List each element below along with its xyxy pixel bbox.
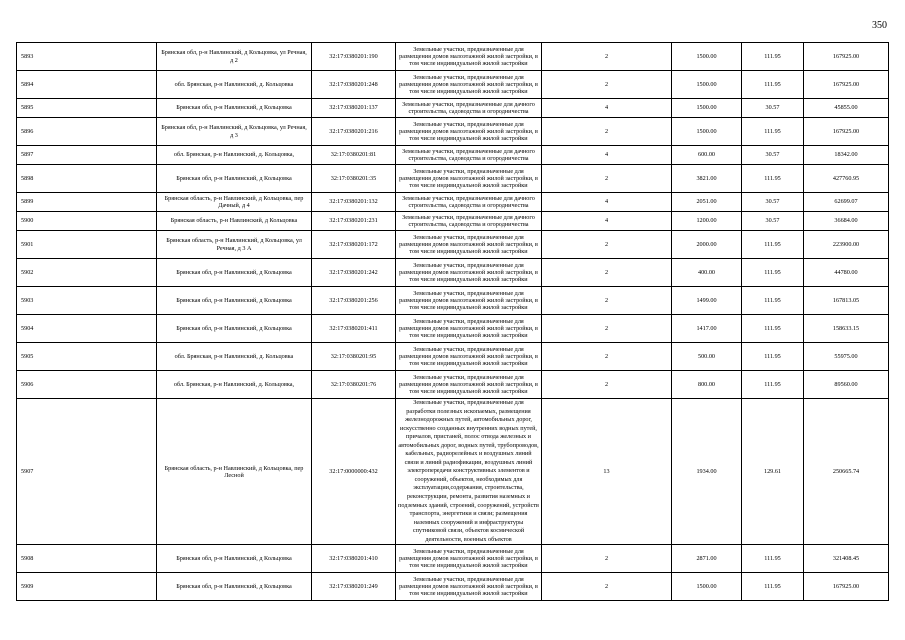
address-cell: Брянская область, р-н Навлинский, д Кольцовка, пер Дачный, д 4 [157, 193, 312, 212]
table-row [17, 146, 889, 165]
land-use-cell: Земельные участки, предназначенные для размещения домов малоэтажной жилой застройки, в том числе индивидуальной жилой застройки [396, 259, 542, 287]
value-cell: 427760.95 [804, 165, 889, 193]
address-cell: Брянская обл, р-н Навлинский, д Кольцовка, ул Речная, д 3 [157, 118, 312, 146]
value-cell: 167925.00 [804, 43, 889, 71]
group-cell: 2 [542, 315, 672, 343]
table-row [17, 165, 889, 193]
cadastral-number-cell: 32:17:0000000:432 [312, 399, 396, 545]
rate-cell: 30.57 [742, 193, 804, 212]
area-cell: 1500.00 [672, 99, 742, 118]
group-cell: 4 [542, 146, 672, 165]
cadastral-number-cell: 32:17:0380201:132 [312, 193, 396, 212]
area-cell: 1500.00 [672, 573, 742, 601]
rate-cell: 111.95 [742, 43, 804, 71]
table-row [17, 193, 889, 212]
rate-cell: 111.95 [742, 343, 804, 371]
land-use-cell: Земельные участки, предназначенные для размещения домов малоэтажной жилой застройки, в том числе индивидуальной жилой застройки [396, 343, 542, 371]
value-cell: 167925.00 [804, 573, 889, 601]
row-number-cell: 5905 [17, 343, 157, 371]
area-cell: 1500.00 [672, 71, 742, 99]
table-row [17, 43, 889, 71]
row-number-cell: 5908 [17, 545, 157, 573]
value-cell: 321408.45 [804, 545, 889, 573]
row-number-cell: 5900 [17, 212, 157, 231]
row-number-cell: 5907 [17, 399, 157, 545]
cadastral-number-cell: 32:17:0380201:231 [312, 212, 396, 231]
area-cell: 1500.00 [672, 118, 742, 146]
table-row [17, 315, 889, 343]
rate-cell: 111.95 [742, 287, 804, 315]
value-cell: 18342.00 [804, 146, 889, 165]
value-cell: 45855.00 [804, 99, 889, 118]
cadastral-number-cell: 32:17:0380201:248 [312, 71, 396, 99]
value-cell: 44780.00 [804, 259, 889, 287]
area-cell: 1417.00 [672, 315, 742, 343]
area-cell: 500.00 [672, 343, 742, 371]
table-row [17, 118, 889, 146]
land-use-cell: Земельные участки, предназначенные для размещения домов малоэтажной жилой застройки, в том числе индивидуальной жилой застройки [396, 287, 542, 315]
row-number-cell: 5893 [17, 43, 157, 71]
land-use-cell: Земельные участки, предназначенные для размещения домов малоэтажной жилой застройки, в том числе индивидуальной жилой застройки [396, 315, 542, 343]
registry-body [17, 43, 889, 601]
row-number-cell: 5896 [17, 118, 157, 146]
address-cell: Брянская обл, р-н Навлинский, д Кольцовка, ул Речная, д 2 [157, 43, 312, 71]
row-number-cell: 5906 [17, 371, 157, 399]
row-number-cell: 5903 [17, 287, 157, 315]
group-cell: 2 [542, 71, 672, 99]
rate-cell: 111.95 [742, 231, 804, 259]
rate-cell: 111.95 [742, 371, 804, 399]
table-row [17, 287, 889, 315]
rate-cell: 30.57 [742, 146, 804, 165]
area-cell: 3821.00 [672, 165, 742, 193]
group-cell: 4 [542, 212, 672, 231]
row-number-cell: 5909 [17, 573, 157, 601]
land-use-cell: Земельные участки, предназначенные для размещения домов малоэтажной жилой застройки, в том числе индивидуальной жилой застройки [396, 371, 542, 399]
address-cell: обл. Брянская, р-н Навлинский, д. Кольцовка [157, 343, 312, 371]
table-row [17, 99, 889, 118]
table-row [17, 212, 889, 231]
value-cell: 167813.05 [804, 287, 889, 315]
cadastral-number-cell: 32:17:0380201:81 [312, 146, 396, 165]
land-use-cell: Земельные участки, предназначенные для размещения домов малоэтажной жилой застройки, в том числе индивидуальной жилой застройки [396, 165, 542, 193]
cadastral-number-cell: 32:17:0380201:411 [312, 315, 396, 343]
address-cell: Брянская обл, р-н Навлинский, д Кольцовка [157, 573, 312, 601]
table-row [17, 399, 889, 545]
address-cell: обл. Брянская, р-н Навлинский, д. Кольцовка, [157, 371, 312, 399]
area-cell: 2051.00 [672, 193, 742, 212]
area-cell: 1500.00 [672, 43, 742, 71]
address-cell: Брянская область, р-н Навлинский, д Кольцовка, пер Лесной [157, 399, 312, 545]
land-use-cell: Земельные участки, предназначенные для дачного строительства, садоводства и огородничества [396, 146, 542, 165]
land-use-cell: Земельные участки, предназначенные для размещения домов малоэтажной жилой застройки, в том числе индивидуальной жилой застройки [396, 545, 542, 573]
cadastral-number-cell: 32:17:0380201:137 [312, 99, 396, 118]
address-cell: Брянская обл, р-н Навлинский, д Кольцовка [157, 259, 312, 287]
value-cell: 167925.00 [804, 71, 889, 99]
rate-cell: 111.95 [742, 118, 804, 146]
group-cell: 2 [542, 343, 672, 371]
row-number-cell: 5895 [17, 99, 157, 118]
area-cell: 2000.00 [672, 231, 742, 259]
group-cell: 13 [542, 399, 672, 545]
group-cell: 2 [542, 43, 672, 71]
group-cell: 2 [542, 287, 672, 315]
table-row [17, 231, 889, 259]
cadastral-number-cell: 32:17:0380201:249 [312, 573, 396, 601]
land-use-cell: Земельные участки, предназначенные для разработки полезных ископаемых, размещения железнодорожных путей, автомобильных дорог, искусственно созданных внутренних водных путей, причалов, пристаней, полос отвода железных и автомобильных дорог, водных путей, трубопроводов, кабельных, радиорелейных и воздушных линий связи и линий радиофикации, воздушных линий электропередачи конструктивных элементов и сооружений, объектов, необходимых для эксплуатации,содержания, строительства, реконструкции, ремонта, развития наземных и подземных зданий, строений, сооружений, устройств транспорта, энергетики и связи; размещения наземных сооружений и инфраструктуры спутниковой связи, объектов космической деятельности, военных объектов [396, 399, 542, 545]
table-row [17, 259, 889, 287]
land-use-cell: Земельные участки, предназначенные для размещения домов малоэтажной жилой застройки, в том числе индивидуальной жилой застройки [396, 118, 542, 146]
value-cell: 36684.00 [804, 212, 889, 231]
cadastral-number-cell: 32:17:0380201:172 [312, 231, 396, 259]
area-cell: 1934.00 [672, 399, 742, 545]
group-cell: 2 [542, 545, 672, 573]
address-cell: обл. Брянская, р-н Навлинский, д. Кольцовка, [157, 146, 312, 165]
address-cell: Брянская обл, р-н Навлинский, д Кольцовка [157, 99, 312, 118]
cadastral-number-cell: 32:17:0380201:76 [312, 371, 396, 399]
group-cell: 2 [542, 231, 672, 259]
address-cell: Брянская область, р-н Навлинский, д Кольцовка [157, 212, 312, 231]
address-cell: Брянская обл, р-н Навлинский, д Кольцовка [157, 545, 312, 573]
group-cell: 2 [542, 259, 672, 287]
row-number-cell: 5902 [17, 259, 157, 287]
value-cell: 167925.00 [804, 118, 889, 146]
area-cell: 400.00 [672, 259, 742, 287]
row-number-cell: 5894 [17, 71, 157, 99]
address-cell: Брянская обл, р-н Навлинский, д Кольцовка [157, 165, 312, 193]
land-use-cell: Земельные участки, предназначенные для размещения домов малоэтажной жилой застройки, в том числе индивидуальной жилой застройки [396, 71, 542, 99]
value-cell: 62699.07 [804, 193, 889, 212]
group-cell: 2 [542, 165, 672, 193]
address-cell: обл. Брянская, р-н Навлинский, д. Кольцовка [157, 71, 312, 99]
value-cell: 158633.15 [804, 315, 889, 343]
land-use-cell: Земельные участки, предназначенные для дачного строительства, садоводства и огородничества [396, 193, 542, 212]
area-cell: 600.00 [672, 146, 742, 165]
row-number-cell: 5899 [17, 193, 157, 212]
group-cell: 2 [542, 573, 672, 601]
rate-cell: 111.95 [742, 315, 804, 343]
table-row [17, 545, 889, 573]
table-row [17, 371, 889, 399]
rate-cell: 111.95 [742, 71, 804, 99]
page-number: 350 [872, 20, 887, 31]
rate-cell: 111.95 [742, 165, 804, 193]
cadastral-number-cell: 32:17:0380201:35 [312, 165, 396, 193]
rate-cell: 30.57 [742, 99, 804, 118]
value-cell: 223900.00 [804, 231, 889, 259]
cadastral-number-cell: 32:17:0380201:190 [312, 43, 396, 71]
table-row [17, 71, 889, 99]
address-cell: Брянская обл, р-н Навлинский, д Кольцовка [157, 315, 312, 343]
land-use-cell: Земельные участки, предназначенные для размещения домов малоэтажной жилой застройки, в том числе индивидуальной жилой застройки [396, 231, 542, 259]
value-cell: 250665.74 [804, 399, 889, 545]
cadastral-number-cell: 32:17:0380201:410 [312, 545, 396, 573]
rate-cell: 129.61 [742, 399, 804, 545]
table-row [17, 573, 889, 601]
rate-cell: 30.57 [742, 212, 804, 231]
cadastral-number-cell: 32:17:0380201:95 [312, 343, 396, 371]
cadastral-number-cell: 32:17:0380201:256 [312, 287, 396, 315]
table-row [17, 343, 889, 371]
row-number-cell: 5904 [17, 315, 157, 343]
group-cell: 2 [542, 371, 672, 399]
value-cell: 89560.00 [804, 371, 889, 399]
address-cell: Брянская область, р-н Навлинский, д Кольцовка, ул Речная, д 3 А [157, 231, 312, 259]
group-cell: 4 [542, 193, 672, 212]
area-cell: 1499.00 [672, 287, 742, 315]
cadastral-number-cell: 32:17:0380201:242 [312, 259, 396, 287]
row-number-cell: 5901 [17, 231, 157, 259]
value-cell: 55975.00 [804, 343, 889, 371]
cadastral-registry-table [16, 42, 889, 601]
address-cell: Брянская обл, р-н Навлинский, д Кольцовка [157, 287, 312, 315]
cadastral-number-cell: 32:17:0380201:216 [312, 118, 396, 146]
land-use-cell: Земельные участки, предназначенные для размещения домов малоэтажной жилой застройки, в том числе индивидуальной жилой застройки [396, 43, 542, 71]
area-cell: 2871.00 [672, 545, 742, 573]
land-use-cell: Земельные участки, предназначенные для дачного строительства, садоводства и огородничества [396, 212, 542, 231]
group-cell: 2 [542, 118, 672, 146]
area-cell: 1200.00 [672, 212, 742, 231]
rate-cell: 111.95 [742, 545, 804, 573]
land-use-cell: Земельные участки, предназначенные для дачного строительства, садоводства и огородничества [396, 99, 542, 118]
rate-cell: 111.95 [742, 573, 804, 601]
row-number-cell: 5898 [17, 165, 157, 193]
row-number-cell: 5897 [17, 146, 157, 165]
rate-cell: 111.95 [742, 259, 804, 287]
land-use-cell: Земельные участки, предназначенные для размещения домов малоэтажной жилой застройки, в том числе индивидуальной жилой застройки [396, 573, 542, 601]
group-cell: 4 [542, 99, 672, 118]
area-cell: 800.00 [672, 371, 742, 399]
